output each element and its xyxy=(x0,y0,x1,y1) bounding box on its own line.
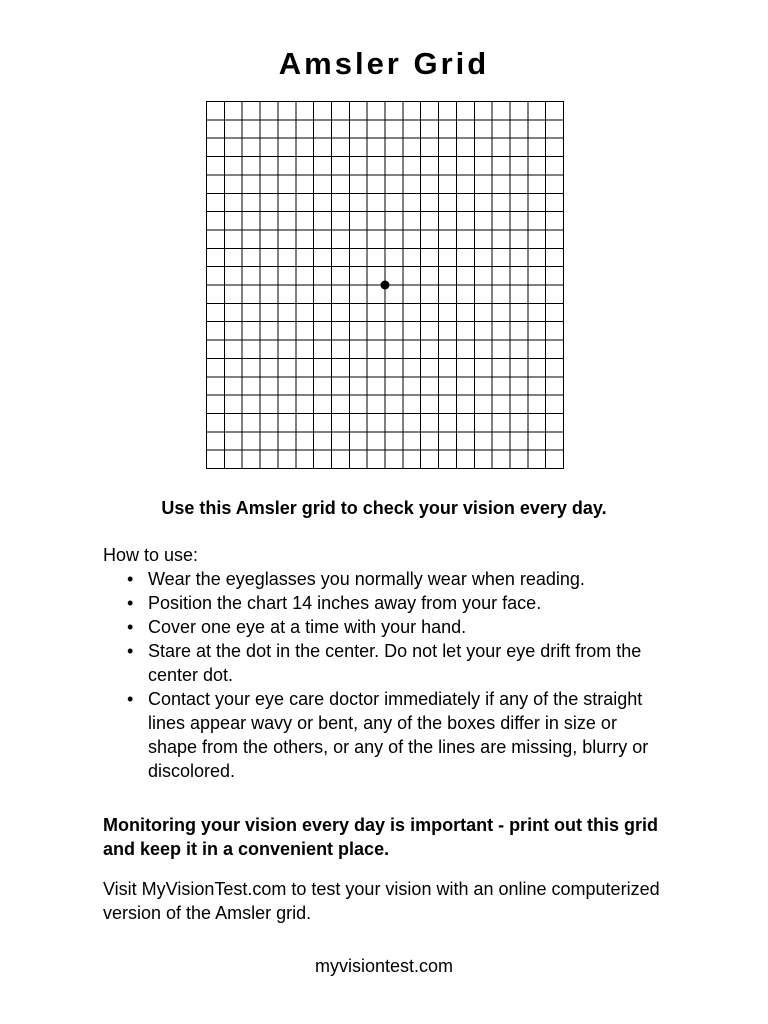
step-text: Wear the eyeglasses you normally wear when reading. xyxy=(148,569,585,589)
how-to-label: How to use: xyxy=(103,545,199,565)
how-to-section xyxy=(103,543,683,783)
list-item xyxy=(103,567,668,591)
step-text: Contact your eye care doctor immediately if any of the straight lines appear wavy or bent, any of the boxes differ in size or shape from the others, or any of the lines are missing, blurry or discolored. xyxy=(148,689,649,781)
step-text: Cover one eye at a time with your hand. xyxy=(148,617,467,637)
center-fixation-dot xyxy=(381,281,390,290)
how-to-steps xyxy=(103,567,683,783)
list-item xyxy=(103,615,668,639)
list-item xyxy=(103,687,668,783)
bullet-icon: • xyxy=(127,617,134,637)
bullet-icon: • xyxy=(127,641,134,661)
step-text: Position the chart 14 inches away from your face. xyxy=(148,593,542,613)
usage-instruction: Use this Amsler grid to check your vision every day. xyxy=(161,498,607,518)
visit-note: Visit MyVisionTest.com to test your vision with an online computerized version of the Amsler grid. xyxy=(103,879,660,923)
list-item xyxy=(103,639,668,687)
bullet-icon: • xyxy=(127,593,134,613)
amsler-grid xyxy=(206,101,564,469)
step-text: Stare at the dot in the center. Do not let your eye drift from the center dot. xyxy=(148,641,642,685)
bullet-icon: • xyxy=(127,689,134,709)
footer-url: myvisiontest.com xyxy=(314,956,454,976)
list-item xyxy=(103,591,668,615)
page-title: Amsler Grid xyxy=(278,46,490,81)
bullet-icon: • xyxy=(127,569,134,589)
importance-note: Monitoring your vision every day is important - print out this grid and keep it in a convenient place. xyxy=(103,815,659,859)
